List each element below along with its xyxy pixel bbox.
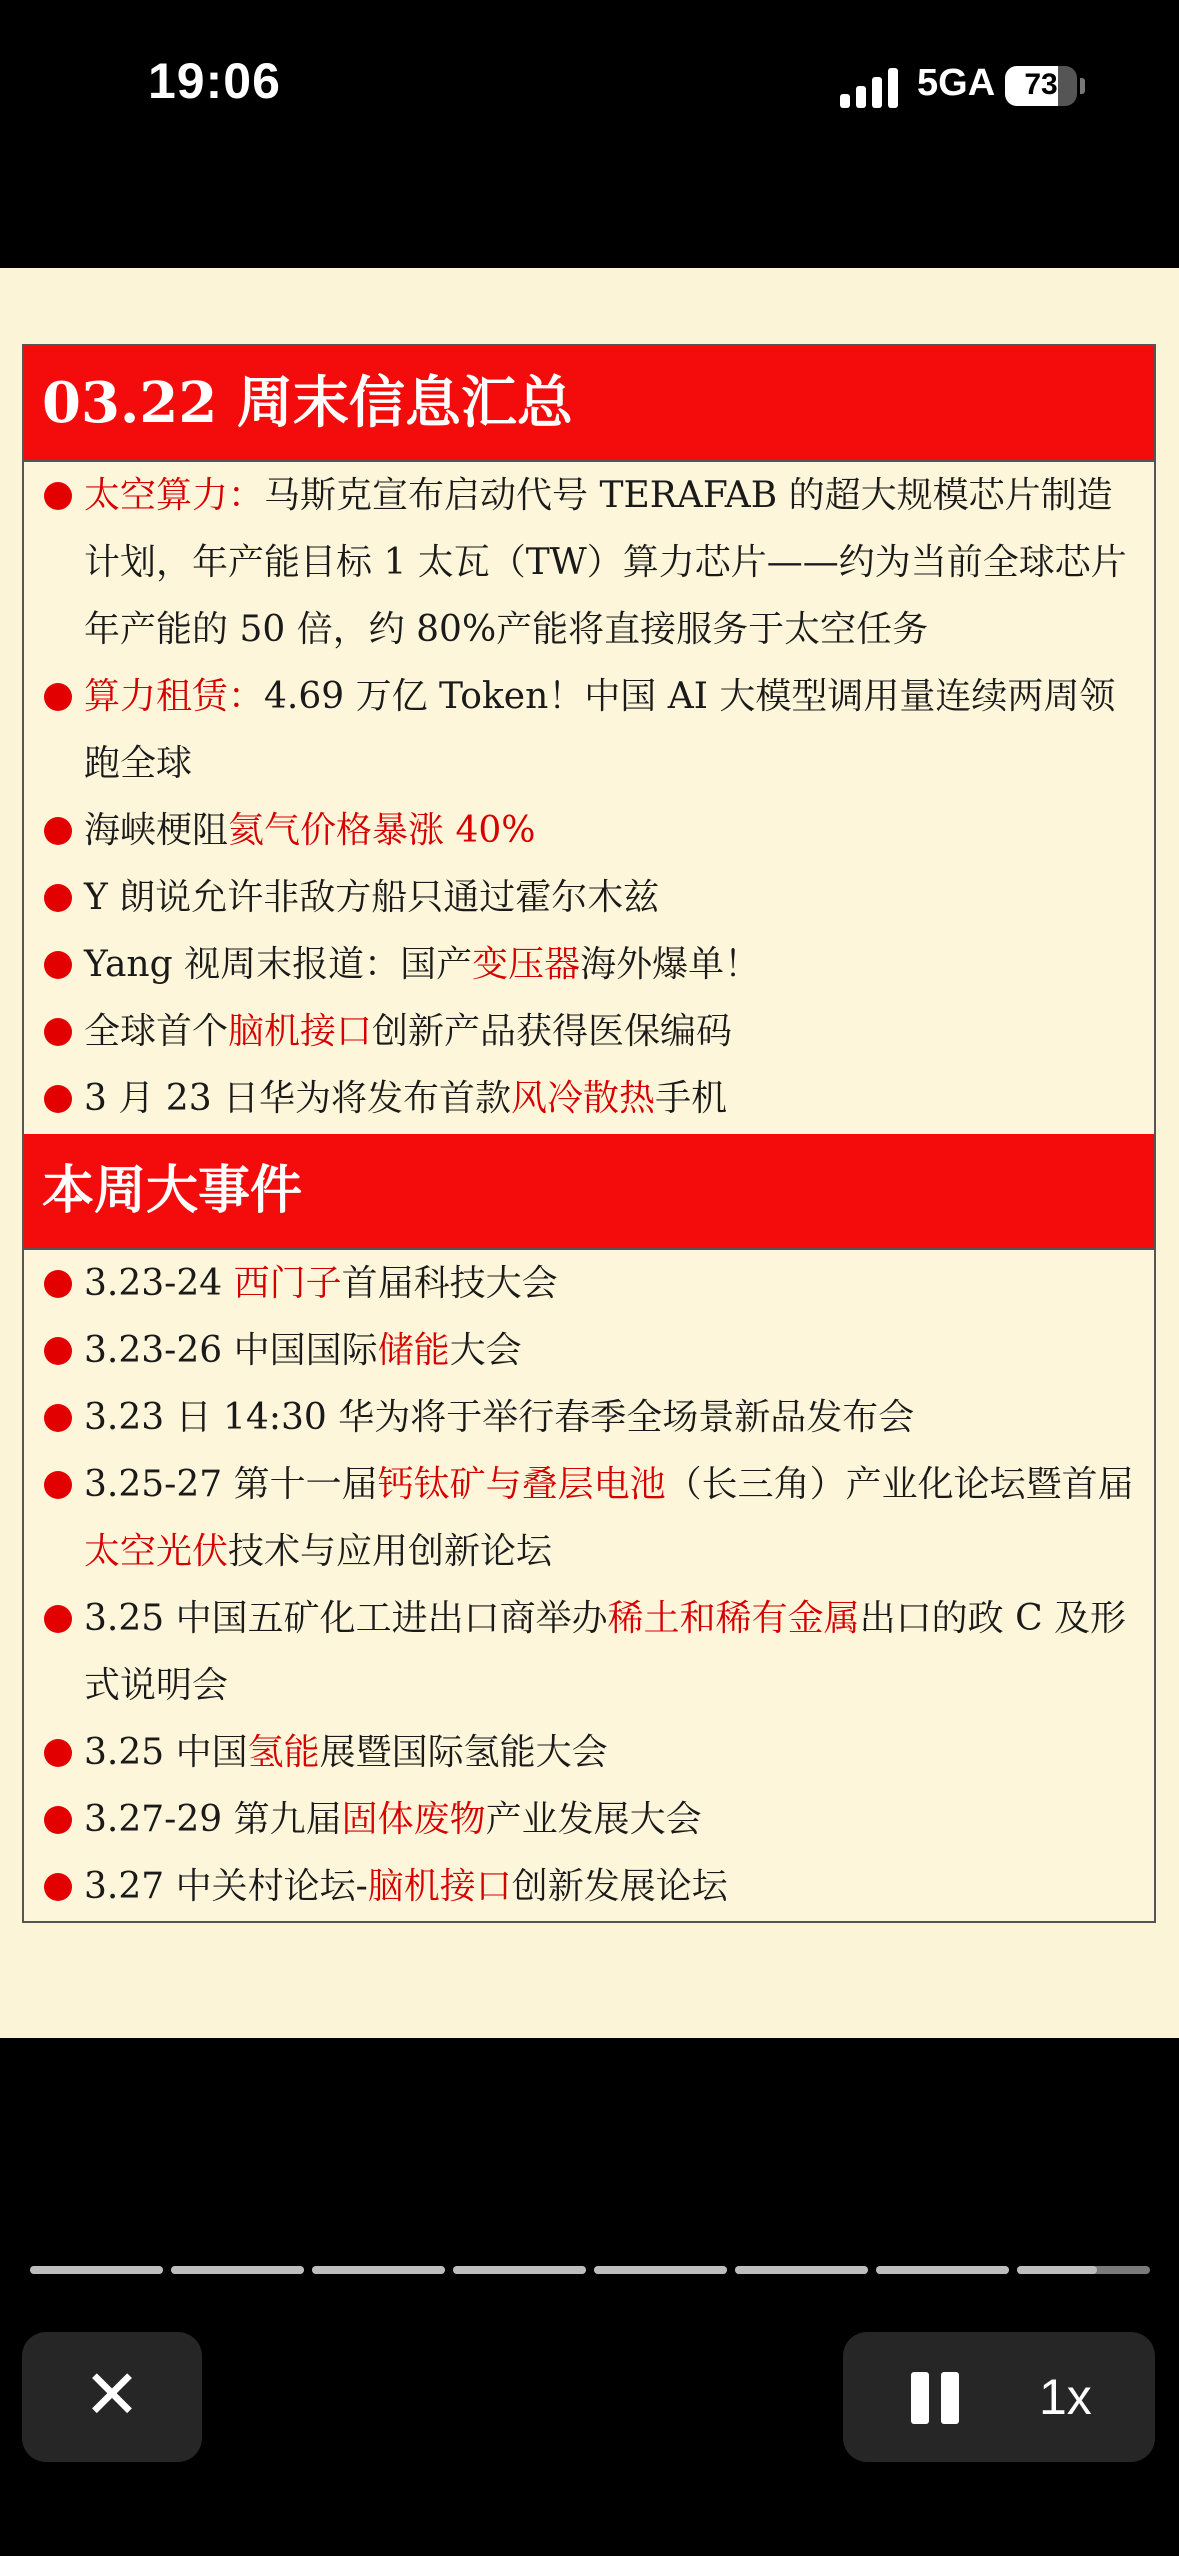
bullet-icon xyxy=(44,683,72,711)
list-item xyxy=(24,1585,1154,1719)
bullet-icon xyxy=(44,1085,72,1113)
bullet-icon xyxy=(44,482,72,510)
pause-icon[interactable] xyxy=(911,2372,961,2424)
item-text: 3.23-24 xyxy=(84,1263,234,1304)
network-type: 5GA xyxy=(917,62,996,104)
list-item xyxy=(24,1317,1154,1384)
item-text: 3.27 中关村论坛- xyxy=(84,1866,368,1907)
item-text: 首届科技大会 xyxy=(341,1263,558,1304)
playback-controls xyxy=(843,2332,1155,2462)
list-item xyxy=(24,797,1154,864)
highlight-text: 太空算力： xyxy=(84,475,265,516)
item-text: 展暨国际氢能大会 xyxy=(319,1732,608,1773)
signal-icon xyxy=(840,66,900,108)
highlight-text: 西门子 xyxy=(233,1263,342,1304)
item-text: 海外爆单！ xyxy=(580,944,761,985)
progress-segment xyxy=(453,2266,586,2274)
item-text: 3.27-29 第九届 xyxy=(84,1799,342,1840)
bullet-icon xyxy=(44,1471,72,1499)
item-text: 3.25-27 第十一届 xyxy=(84,1464,378,1505)
item-text: 3 月 23 日华为将发布首款 xyxy=(84,1078,512,1119)
list-item xyxy=(24,998,1154,1065)
bullet-icon xyxy=(44,1337,72,1365)
item-text: 全球首个 xyxy=(84,1011,229,1052)
item-text: 技术与应用创新论坛 xyxy=(228,1531,553,1572)
bullet-icon xyxy=(44,884,72,912)
battery-icon xyxy=(1005,66,1077,106)
list-item xyxy=(24,1719,1154,1786)
item-text: （长三角）产业化论坛暨首届 xyxy=(665,1464,1134,1505)
list-item xyxy=(24,1853,1154,1920)
progress-segment xyxy=(1017,2266,1150,2274)
item-text: 手机 xyxy=(655,1078,728,1119)
highlight-text: 固体废物 xyxy=(341,1799,486,1840)
story-progress-bar xyxy=(30,2266,1150,2276)
list-item xyxy=(24,931,1154,998)
highlight-text: 算力租赁： xyxy=(84,676,265,717)
close-button[interactable] xyxy=(22,2332,202,2462)
section-title-week-events: 本周大事件 xyxy=(24,1134,1154,1248)
highlight-text: 变压器 xyxy=(472,944,581,985)
week-events-list xyxy=(24,1248,1154,1920)
bullet-icon xyxy=(44,1739,72,1767)
news-summary-card xyxy=(22,344,1156,1923)
highlight-text: 稀土和稀有金属 xyxy=(607,1598,860,1639)
highlight-text: 太空光伏 xyxy=(84,1531,229,1572)
list-item xyxy=(24,864,1154,931)
item-text: 3.25 中国五矿化工进出口商举办 xyxy=(84,1598,608,1639)
bullet-icon xyxy=(44,1806,72,1834)
item-text: Y 朗说允许非敌方船只通过霍尔木兹 xyxy=(84,877,660,918)
battery-level: 73 xyxy=(1024,68,1058,101)
item-text: 创新产品获得医保编码 xyxy=(372,1011,733,1052)
list-item xyxy=(24,1786,1154,1853)
bullet-icon xyxy=(44,1018,72,1046)
item-text: 4.69 万亿 Token！中国 AI 大模型调用量连续两周领跑全球 xyxy=(84,676,1116,784)
bullet-icon xyxy=(44,951,72,979)
highlight-text: 风冷散热 xyxy=(511,1078,656,1119)
list-item xyxy=(24,1250,1154,1317)
bullet-icon xyxy=(44,1873,72,1901)
list-item xyxy=(24,1065,1154,1132)
close-icon: ✕ xyxy=(83,2356,141,2435)
list-item xyxy=(24,462,1154,663)
highlight-text: 脑机接口 xyxy=(367,1866,512,1907)
status-bar xyxy=(0,0,1179,170)
item-text: Yang 视周末报道：国产 xyxy=(84,944,473,985)
bullet-icon xyxy=(44,1270,72,1298)
progress-segment xyxy=(876,2266,1009,2274)
list-item xyxy=(24,663,1154,797)
item-text: 海峡梗阻 xyxy=(84,810,229,851)
list-item xyxy=(24,1451,1154,1585)
progress-segment xyxy=(30,2266,163,2274)
story-content xyxy=(0,268,1179,2038)
item-text: 产业发展大会 xyxy=(485,1799,702,1840)
highlight-text: 氦气价格暴涨 40% xyxy=(228,810,536,851)
battery-tip xyxy=(1080,78,1085,94)
item-text: 出口的政 C 及形式说明会 xyxy=(84,1598,1127,1706)
item-text: 马斯克宣布启动代号 TERAFAB 的超大规模芯片制造计划，年产能目标 1 太瓦（TW）算力芯片——约为当前全球芯片年产能的 50 倍，约 80%产能将直接服务于太空任务 xyxy=(84,475,1127,650)
section-title-weekend-summary: 03.22 周末信息汇总 xyxy=(24,346,1154,460)
item-text: 3.23-26 中国国际 xyxy=(84,1330,378,1371)
item-text: 3.25 中国 xyxy=(84,1732,248,1773)
progress-segment xyxy=(171,2266,304,2274)
item-text: 创新发展论坛 xyxy=(511,1866,728,1907)
highlight-text: 钙钛矿与叠层电池 xyxy=(377,1464,666,1505)
playback-speed-button[interactable]: 1x xyxy=(1039,2369,1092,2425)
highlight-text: 储能 xyxy=(377,1330,450,1371)
status-time: 19:06 xyxy=(148,53,281,109)
item-text: 大会 xyxy=(449,1330,522,1371)
list-item xyxy=(24,1384,1154,1451)
progress-segment xyxy=(594,2266,727,2274)
progress-segment xyxy=(735,2266,868,2274)
weekend-summary-list xyxy=(24,460,1154,1136)
bullet-icon xyxy=(44,1605,72,1633)
highlight-text: 氢能 xyxy=(247,1732,320,1773)
highlight-text: 脑机接口 xyxy=(228,1011,373,1052)
item-text: 3.23 日 14:30 华为将于举行春季全场景新品发布会 xyxy=(84,1397,915,1438)
bullet-icon xyxy=(44,1404,72,1432)
bullet-icon xyxy=(44,817,72,845)
progress-segment xyxy=(312,2266,445,2274)
